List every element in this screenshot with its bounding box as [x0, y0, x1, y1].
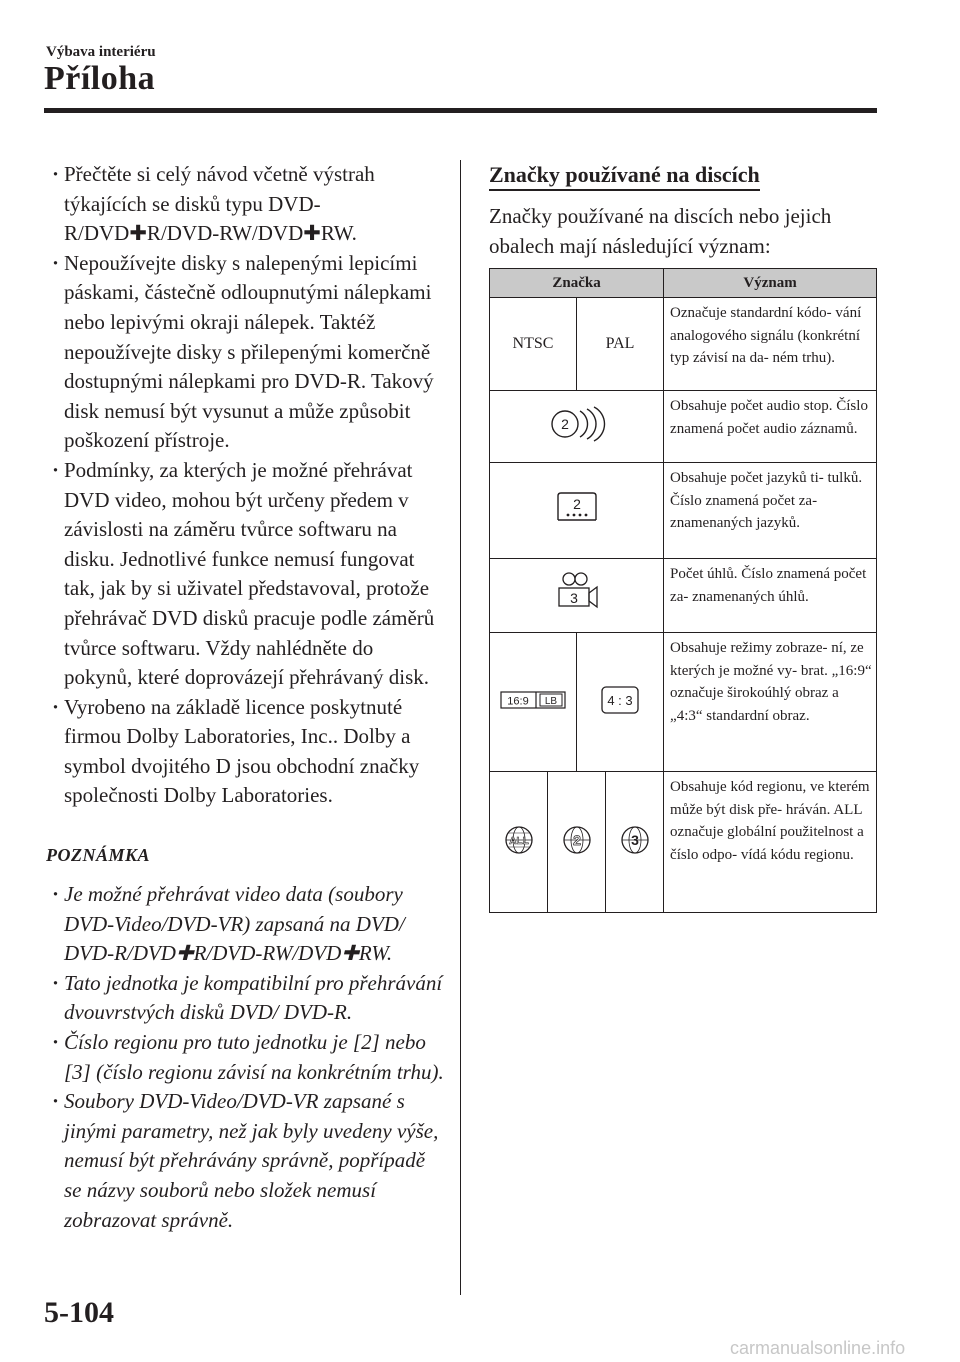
aspect-4-3-label: 4 : 3 [607, 692, 633, 708]
table-row [490, 633, 877, 772]
mark-ntsc: NTSC [490, 298, 577, 391]
bullet-item: · Podmínky, za kterých je možné přehrávat DVD video, mohou být určeny předem v závislosti na záměru tvůrce softwaru na disku. Jednotlivé funkce nemusí fungovat tak, jak by si uživatel představoval, protože přehrávač DVD disků pracuje podle záměrů tvůrce softwaru. Vždy nahlédněte do pokynů, které doprovázejí přehrávaný disk. [46, 456, 446, 693]
note-item: · Soubory DVD-Video/DVD-VR zapsané s jinými parametry, než jak byly uvedeny výše, nemusí být přehrávány správně, popřípadě se názvy souborů nebo složek nemusí zobrazovat správně. [46, 1087, 446, 1235]
mark-4-3 [577, 633, 664, 772]
table-row [490, 772, 877, 913]
mark-region-2 [548, 772, 606, 913]
watermark: carmanualsonline.info [730, 1338, 906, 1358]
bullet-list [46, 160, 446, 811]
table-row [490, 391, 877, 463]
subtitles-number: 2 [572, 496, 581, 512]
region-2-label: 2 [572, 831, 581, 848]
mark-region-3 [606, 772, 664, 913]
audio-tracks-icon [547, 404, 607, 444]
note-item: · Tato jednotka je kompatibilní pro přehrávání dvouvrstvých disků DVD/ DVD-R. [46, 969, 446, 1028]
chapter-title: Příloha [44, 60, 156, 97]
region-all-icon [503, 824, 535, 856]
table-row [490, 463, 877, 559]
mark-description: Počet úhlů. Číslo znamená počet za- znamenaných úhlů. [664, 559, 877, 633]
note-heading: POZNÁMKA [46, 845, 151, 866]
mark-subtitles [490, 463, 664, 559]
marks-heading: Značky používané na discích [489, 162, 760, 191]
title-rule [44, 108, 877, 113]
disc-marks-table [489, 268, 877, 913]
audio-tracks-number: 2 [560, 416, 569, 432]
bullet-item: · Nepoužívejte disky s nalepenými lepicími páskami, částečně odloupnutými nálepkami nebo lepivými okraji nálepek. Taktéž nepoužívejte disky s přilepenými komerčně dostupnými nálepkami pro DVD-R. Takový disk nemusí být vysunut a může způsobit poškození přístroje. [46, 249, 446, 456]
header-meaning: Význam [664, 269, 877, 298]
mark-widescreen [490, 633, 577, 772]
mark-audio [490, 391, 664, 463]
note-item: · Je možné přehrávat video data (soubory DVD-Video/DVD-VR) zapsaná na DVD/ DVD-R/DVD✚R/DVD-RW/DVD✚RW. [46, 880, 446, 969]
mark-description: Obsahuje počet audio stop. Číslo znamená počet audio záznamů. [664, 391, 877, 463]
header-mark: Značka [490, 269, 664, 298]
mark-pal: PAL [577, 298, 664, 391]
camera-angles-icon [553, 571, 601, 615]
camera-angles-number: 3 [569, 590, 578, 606]
table-header-row [490, 269, 877, 298]
widescreen-label: 16:9 [507, 695, 529, 707]
section-label: Výbava interiéru [46, 44, 156, 60]
bullet-item: · Přečtěte si celý návod včetně výstrah týkajících se disků typu DVD-R/DVD✚R/DVD-RW/DVD✚RW. [46, 160, 446, 249]
letterbox-label: LB [544, 695, 558, 707]
mark-description: Obsahuje počet jazyků ti- tulků. Číslo znamená počet za- znamenaných jazyků. [664, 463, 877, 559]
mark-region-all [490, 772, 548, 913]
aspect-4-3-icon [600, 685, 640, 715]
bullet-item: · Vyrobeno na základě licence poskytnuté firmou Dolby Laboratories, Inc.. Dolby a symbol dvojitého D jsou obchodní značky společnosti Dolby Laboratories. [46, 693, 446, 811]
region-3-icon [619, 824, 651, 856]
mark-description: Obsahuje kód regionu, ve kterém může být disk pře- hráván. ALL označuje globální použitelnost a číslo odpo- vídá kódu regionu. [664, 772, 877, 913]
table-row [490, 559, 877, 633]
page-number: 5-104 [44, 1296, 114, 1329]
mark-description: Označuje standardní kódo- vání analogového signálu (konkrétní typ závisí na da- ném trhu). [664, 298, 877, 391]
column-divider [460, 160, 461, 1295]
subtitles-icon [555, 490, 599, 526]
mark-description: Obsahuje režimy zobraze- ní, ze kterých je možné vy- brat. „16:9“ označuje širokoúhlý obraz a „4:3“ standardní obraz. [664, 633, 877, 772]
left-column [46, 160, 446, 1235]
note-list [46, 880, 446, 1235]
region-2-icon [561, 824, 593, 856]
marks-intro: Značky používané na discích nebo jejich obalech mají následující význam: [489, 204, 832, 258]
region-3-label: 3 [630, 831, 639, 848]
table-row [490, 298, 877, 391]
note-item: · Číslo regionu pro tuto jednotku je [2] nebo [3] (číslo regionu závisí na konkrétním trhu). [46, 1028, 446, 1087]
region-all-label: ALL [508, 835, 529, 847]
widescreen-lb-icon [500, 690, 566, 710]
right-column [489, 162, 877, 261]
mark-angles [490, 559, 664, 633]
